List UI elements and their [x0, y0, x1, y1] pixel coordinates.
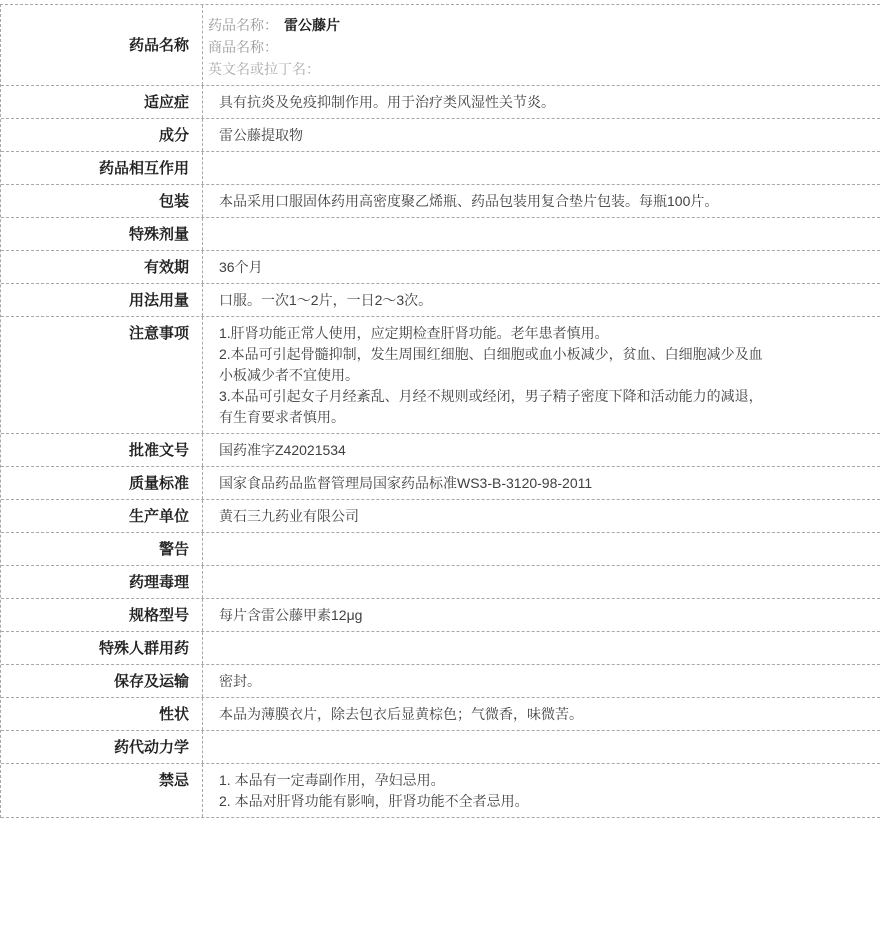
table-row [1, 500, 880, 533]
row-label: 包装 [1, 185, 203, 217]
table-row [1, 434, 880, 467]
row-label: 适应症 [1, 86, 203, 118]
row-label: 有效期 [1, 251, 203, 283]
row-value: 黄石三九药业有限公司 [219, 508, 359, 524]
row-value: 国药准字Z42021534 [219, 442, 346, 458]
row-value: 雷公藤提取物 [219, 127, 303, 143]
field-prefix: 商品名称： [208, 39, 278, 55]
value-line: 有生育要求者慎用。 [219, 409, 345, 425]
row-value: 密封。 [219, 673, 261, 689]
value-line: 3.本品可引起女子月经紊乱、月经不规则或经闭，男子精子密度下降和活动能力的减退， [219, 388, 763, 404]
value-line: 1. 本品有一定毒副作用，孕妇忌用。 [219, 772, 445, 788]
row-value: 具有抗炎及免疫抑制作用。用于治疗类风湿性关节炎。 [219, 94, 555, 110]
row-value [203, 632, 880, 664]
row-label: 警告 [1, 533, 203, 565]
row-label: 注意事项 [1, 317, 203, 433]
table-row [1, 467, 880, 500]
row-label: 生产单位 [1, 500, 203, 532]
row-value: 每片含雷公藤甲素12μg [219, 607, 363, 623]
row-label: 成分 [1, 119, 203, 151]
table-row [1, 764, 880, 818]
drug-info-table [0, 4, 880, 818]
row-value: 国家食品药品监督管理局国家药品标准WS3-B-3120-98-2011 [219, 475, 593, 491]
row-label: 药品相互作用 [1, 152, 203, 184]
row-label: 保存及运输 [1, 665, 203, 697]
table-row [1, 533, 880, 566]
field-value: 雷公藤片 [284, 17, 340, 33]
row-value: 本品为薄膜衣片，除去包衣后显黄棕色；气微香，味微苦。 [219, 706, 583, 722]
row-label: 用法用量 [1, 284, 203, 316]
table-row [1, 251, 880, 284]
row-value [203, 317, 880, 433]
row-value [203, 731, 880, 763]
value-line: 2. 本品对肝肾功能有影响，肝肾功能不全者忌用。 [219, 793, 529, 809]
value-line: 2.本品可引起骨髓抑制，发生周围红细胞、白细胞或血小板减少，贫血、白细胞减少及血 [219, 346, 763, 362]
row-label: 批准文号 [1, 434, 203, 466]
table-row [1, 218, 880, 251]
value-line: 小板减少者不宜使用。 [219, 367, 359, 383]
table-row [1, 665, 880, 698]
table-row [1, 698, 880, 731]
table-row [1, 5, 880, 86]
row-value [203, 152, 880, 184]
row-label: 质量标准 [1, 467, 203, 499]
row-value [203, 764, 880, 817]
table-row [1, 317, 880, 434]
table-row [1, 152, 880, 185]
table-row [1, 566, 880, 599]
table-row [1, 284, 880, 317]
table-row [1, 86, 880, 119]
table-row [1, 119, 880, 152]
row-label: 药理毒理 [1, 566, 203, 598]
name-field-line [208, 36, 870, 58]
table-row [1, 185, 880, 218]
row-label: 规格型号 [1, 599, 203, 631]
name-field-line [208, 58, 870, 80]
field-prefix: 药品名称： [208, 17, 278, 33]
row-value: 36个月 [219, 259, 263, 275]
row-value: 口服。一次1～2片，一日2～3次。 [219, 292, 433, 308]
row-label: 性状 [1, 698, 203, 730]
row-label: 特殊人群用药 [1, 632, 203, 664]
table-row [1, 632, 880, 665]
table-row [1, 731, 880, 764]
table-row [1, 599, 880, 632]
row-label: 特殊剂量 [1, 218, 203, 250]
row-value [203, 5, 880, 85]
row-value [203, 533, 880, 565]
row-value [203, 218, 880, 250]
row-label: 药品名称 [1, 5, 203, 85]
value-line: 1.肝肾功能正常人使用，应定期检查肝肾功能。老年患者慎用。 [219, 325, 609, 341]
name-field-line [208, 14, 870, 36]
row-label: 禁忌 [1, 764, 203, 817]
row-value: 本品采用口服固体药用高密度聚乙烯瓶、药品包装用复合垫片包装。每瓶100片。 [219, 193, 719, 209]
row-value [203, 566, 880, 598]
field-prefix: 英文名或拉丁名： [208, 61, 320, 77]
row-label: 药代动力学 [1, 731, 203, 763]
